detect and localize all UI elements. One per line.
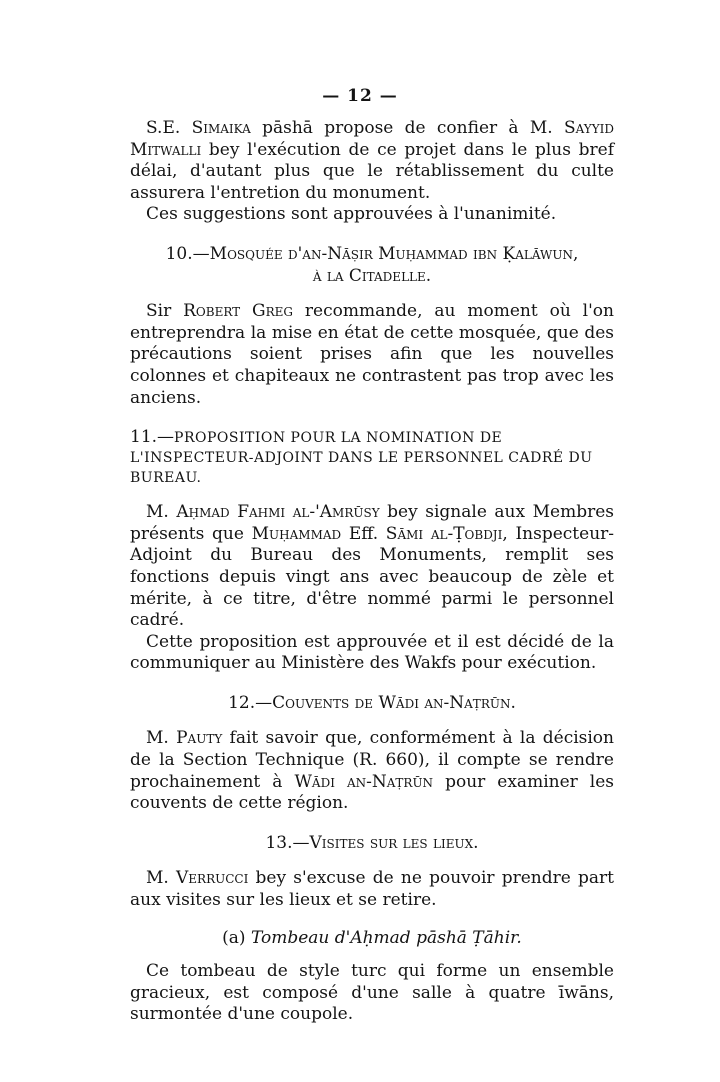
section-heading-10 <box>130 244 614 287</box>
page-number: — 12 — <box>322 86 398 106</box>
paragraph-proposal-approved: Cette proposition est approuvée et il est décidé de la communiquer au Ministère des Wakfs pour exécution. <box>130 631 614 674</box>
person-name: Pauty <box>176 728 223 749</box>
text-run: M. <box>146 502 177 523</box>
section-number: 11.— <box>130 427 175 448</box>
subsection-heading-a <box>130 928 614 950</box>
paragraph-pauty <box>130 728 614 814</box>
text-run: pāshā propose de confier à M. <box>250 118 564 138</box>
section-heading-13 <box>130 833 614 855</box>
section-title: Couvents de Wādi an-Naṭrūn. <box>272 692 516 713</box>
paragraph-simaika <box>130 118 614 204</box>
subsection-title: Tombeau d'Aḥmad pāshā Ṭāhir. <box>250 927 522 948</box>
section-number: 13.— <box>265 832 310 853</box>
section-title: Mosquée d'an-Nāṣir Muḥammad ibn Ḳalāwun, <box>209 243 579 264</box>
text-run: fait savoir que, conformément à la décision de la Section Technique (R. 660), il compte se rendre prochainement à <box>130 728 614 792</box>
person-name: Muḥammad <box>251 523 342 544</box>
section-number: 12.— <box>228 692 273 713</box>
text-run: Sir <box>146 301 184 322</box>
page-body <box>130 118 614 1026</box>
person-name: Simaika <box>191 118 251 138</box>
text-run: recommande, au moment où l'on entreprendra la mise en état de cette mosquée, que des précautions soient prises afin que les nouvelles colonnes et chapiteaux ne contrastent pas trop avec les anciens. <box>130 301 614 408</box>
subsection-label: (a) <box>222 927 251 948</box>
person-name: Aḥmad Fahmi al-'Amrūsy <box>176 502 380 523</box>
place-name: Wādi an-Naṭrūn <box>294 771 434 792</box>
person-name: Verrucci <box>176 868 249 889</box>
person-name: Sāmi al-Ṭobdji <box>385 523 503 544</box>
person-name: Sayyid Mitwalli <box>130 118 614 160</box>
paragraph-greg <box>130 301 614 409</box>
paragraph-tomb-description: Ce tombeau de style turc qui forme un ensemble gracieux, est composé d'une salle à quatre īwāns, surmontée d'une coupole. <box>130 961 614 1025</box>
text-run: M. <box>146 728 177 749</box>
person-name: Robert Greg <box>183 301 294 322</box>
section-heading-11 <box>130 427 614 488</box>
text-run: bey s'excuse de ne pouvoir prendre part aux visites sur les lieux et se retire. <box>130 868 614 911</box>
text-run: M. <box>146 868 176 889</box>
section-title: Visites sur les lieux. <box>309 832 479 853</box>
paragraph-amrusy <box>130 502 614 632</box>
section-number: 10.— <box>165 243 210 264</box>
text-run: , Inspecteur-Adjoint du Bureau des Monuments, remplit ses fonctions depuis vingt ans avec beaucoup de zèle et mérite, à ce titre, d'être nommé parmi le personnel cadré. <box>130 523 615 631</box>
text-run: Eff. <box>341 523 386 544</box>
text-run: bey l'exécution de ce projet dans le plus bref délai, d'autant plus que le rétablissement du culte assurera l'entretion du monument. <box>130 139 614 203</box>
section-subtitle: à la Citadelle. <box>312 265 432 286</box>
section-heading-12 <box>130 693 614 715</box>
section-title: PROPOSITION POUR LA NOMINATION DE L'INSPECTEUR-ADJOINT DANS LE PERSONNEL CADRÉ DU BUREAU. <box>130 430 593 487</box>
text-run: bey signale aux Membres présents que <box>130 502 615 544</box>
paragraph-verrucci <box>130 868 614 911</box>
paragraph-approval: Ces suggestions sont approuvées à l'unanimité. <box>146 204 557 225</box>
text-run: S.E. <box>146 118 192 138</box>
text-run: pour examiner les couvents de cette région. <box>130 771 615 814</box>
